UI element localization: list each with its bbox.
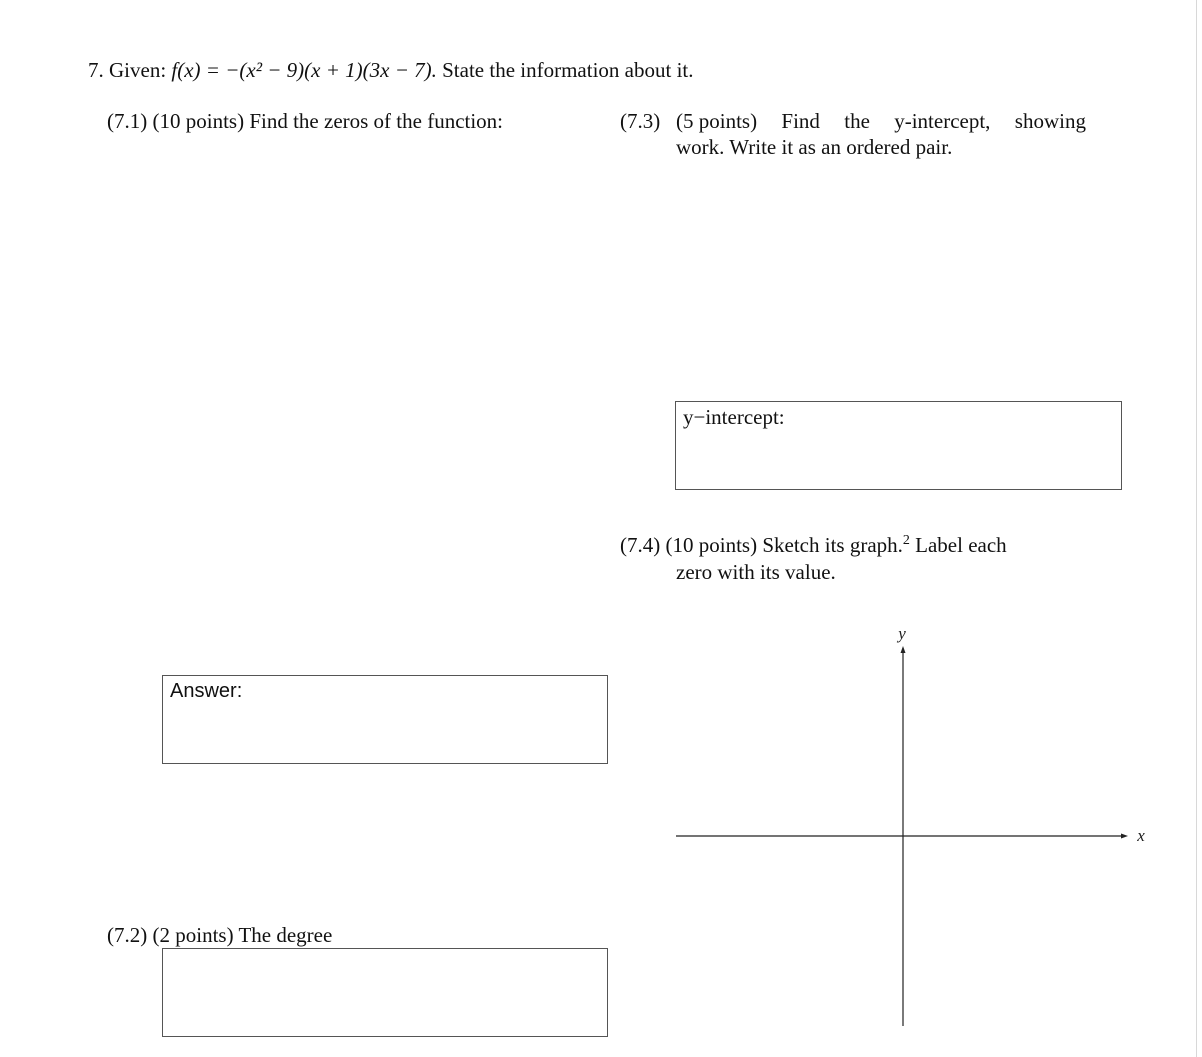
part-7-1-label: (7.1) — [107, 109, 148, 133]
part-7-3-word-4: showing — [1014, 109, 1086, 133]
part-7-3-label: (7.3) — [620, 109, 661, 133]
sketch-axes[interactable] — [660, 620, 1160, 1040]
problem-statement — [88, 57, 694, 83]
part-7-4-label: (7.4) — [620, 533, 661, 557]
y-intercept-answer-box[interactable] — [675, 401, 1122, 490]
part-7-3-word-3: y-intercept, — [894, 109, 991, 133]
given-label: Given: — [109, 58, 167, 82]
part-7-4-prompt-line2: zero with its value. — [676, 560, 836, 584]
part-7-4-prompt-line1 — [620, 532, 1007, 558]
part-7-4-text-tail: Label each — [915, 533, 1007, 557]
part-7-1-prompt — [107, 108, 503, 134]
part-7-3-prompt-line1 — [620, 108, 660, 134]
part-7-2-points: (2 points) — [152, 923, 234, 947]
part-7-3-word-1: Find — [781, 109, 820, 133]
part-7-1-points: (10 points) — [152, 109, 245, 133]
part-7-2-label: (7.2) — [107, 923, 148, 947]
part-7-3-word-2: the — [844, 109, 870, 133]
part-7-4-text: Sketch its graph. — [762, 533, 903, 557]
x-axis-label: x — [1137, 826, 1145, 845]
part-7-3-points: (5 points) — [676, 109, 758, 133]
y-intercept-answer-label: y−intercept: — [683, 405, 785, 429]
page-edge — [1196, 0, 1197, 1057]
zeros-answer-label: Answer: — [170, 680, 243, 702]
problem-number: 7. — [88, 58, 104, 82]
x-axis-arrow-icon — [1121, 834, 1128, 839]
part-7-2-text: The degree — [238, 923, 333, 947]
problem-instruction: State the information about it. — [442, 58, 694, 82]
part-7-1-text: Find the zeros of the function: — [249, 109, 504, 133]
part-7-2-prompt — [107, 922, 332, 948]
function-definition: f(x) = −(x² − 9)(x + 1)(3x − 7). — [171, 58, 437, 82]
y-axis-arrow-icon — [901, 646, 906, 653]
zeros-answer-box[interactable] — [162, 675, 608, 764]
degree-answer-box[interactable] — [162, 948, 608, 1037]
y-axis-label: y — [898, 624, 906, 643]
footnote-mark: 2 — [902, 533, 910, 548]
part-7-4-points: (10 points) — [665, 533, 758, 557]
part-7-3-prompt-line2: work. Write it as an ordered pair. — [676, 135, 953, 159]
part-7-3-prompt-justified — [676, 108, 1086, 134]
